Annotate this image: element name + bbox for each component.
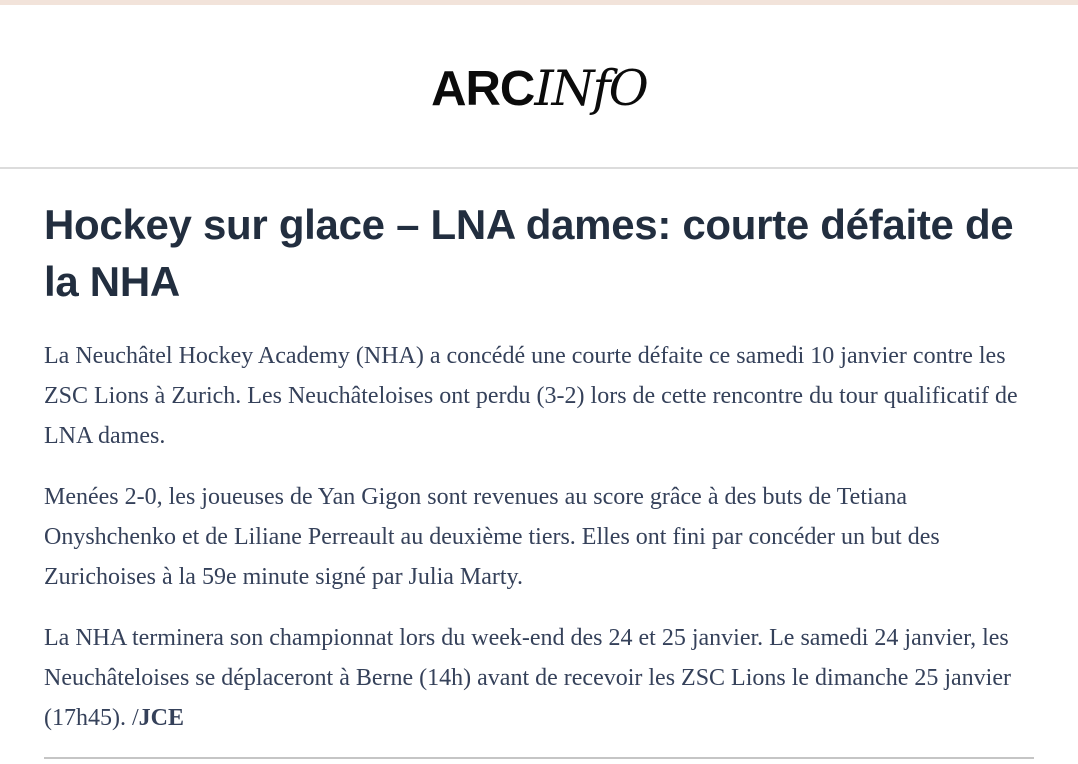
article-paragraph-2: Menées 2-0, les joueuses de Yan Gigon sont revenues au score grâce à des buts de Tetiana Onyshchenko et de Liliane Perreault au deuxième tiers. Elles ont fini par concéder un but des Zurichoises à la 59e minute signé par Julia Marty. — [44, 484, 940, 590]
site-header — [0, 5, 1078, 169]
article — [44, 196, 1034, 759]
article-bottom-divider — [44, 757, 1034, 759]
article-title: Hockey sur glace – LNA dames: courte défaite de la NHA — [44, 201, 1014, 305]
article-paragraph-3 — [44, 618, 1034, 738]
article-paragraph-1: La Neuchâtel Hockey Academy (NHA) a concédé une courte défaite ce samedi 10 janvier contre les ZSC Lions à Zurich. Les Neuchâteloises ont perdu (3-2) lors de cette rencontre du tour qualificatif de LNA dames. — [44, 343, 1018, 449]
article-body — [44, 336, 1034, 738]
site-logo-sans-text: ARC — [431, 62, 535, 116]
author-initials: JCE — [138, 705, 184, 731]
site-logo[interactable] — [431, 60, 647, 117]
article-paragraph-3-text: La NHA terminera son championnat lors du week-end des 24 et 25 janvier. Le samedi 24 janvier, les Neuchâteloises se déplaceront à Berne (14h) avant de recevoir les ZSC Lions le dimanche 25 janvier (17h45). / — [44, 625, 1011, 731]
site-logo-serif-text: INfO — [534, 60, 647, 117]
